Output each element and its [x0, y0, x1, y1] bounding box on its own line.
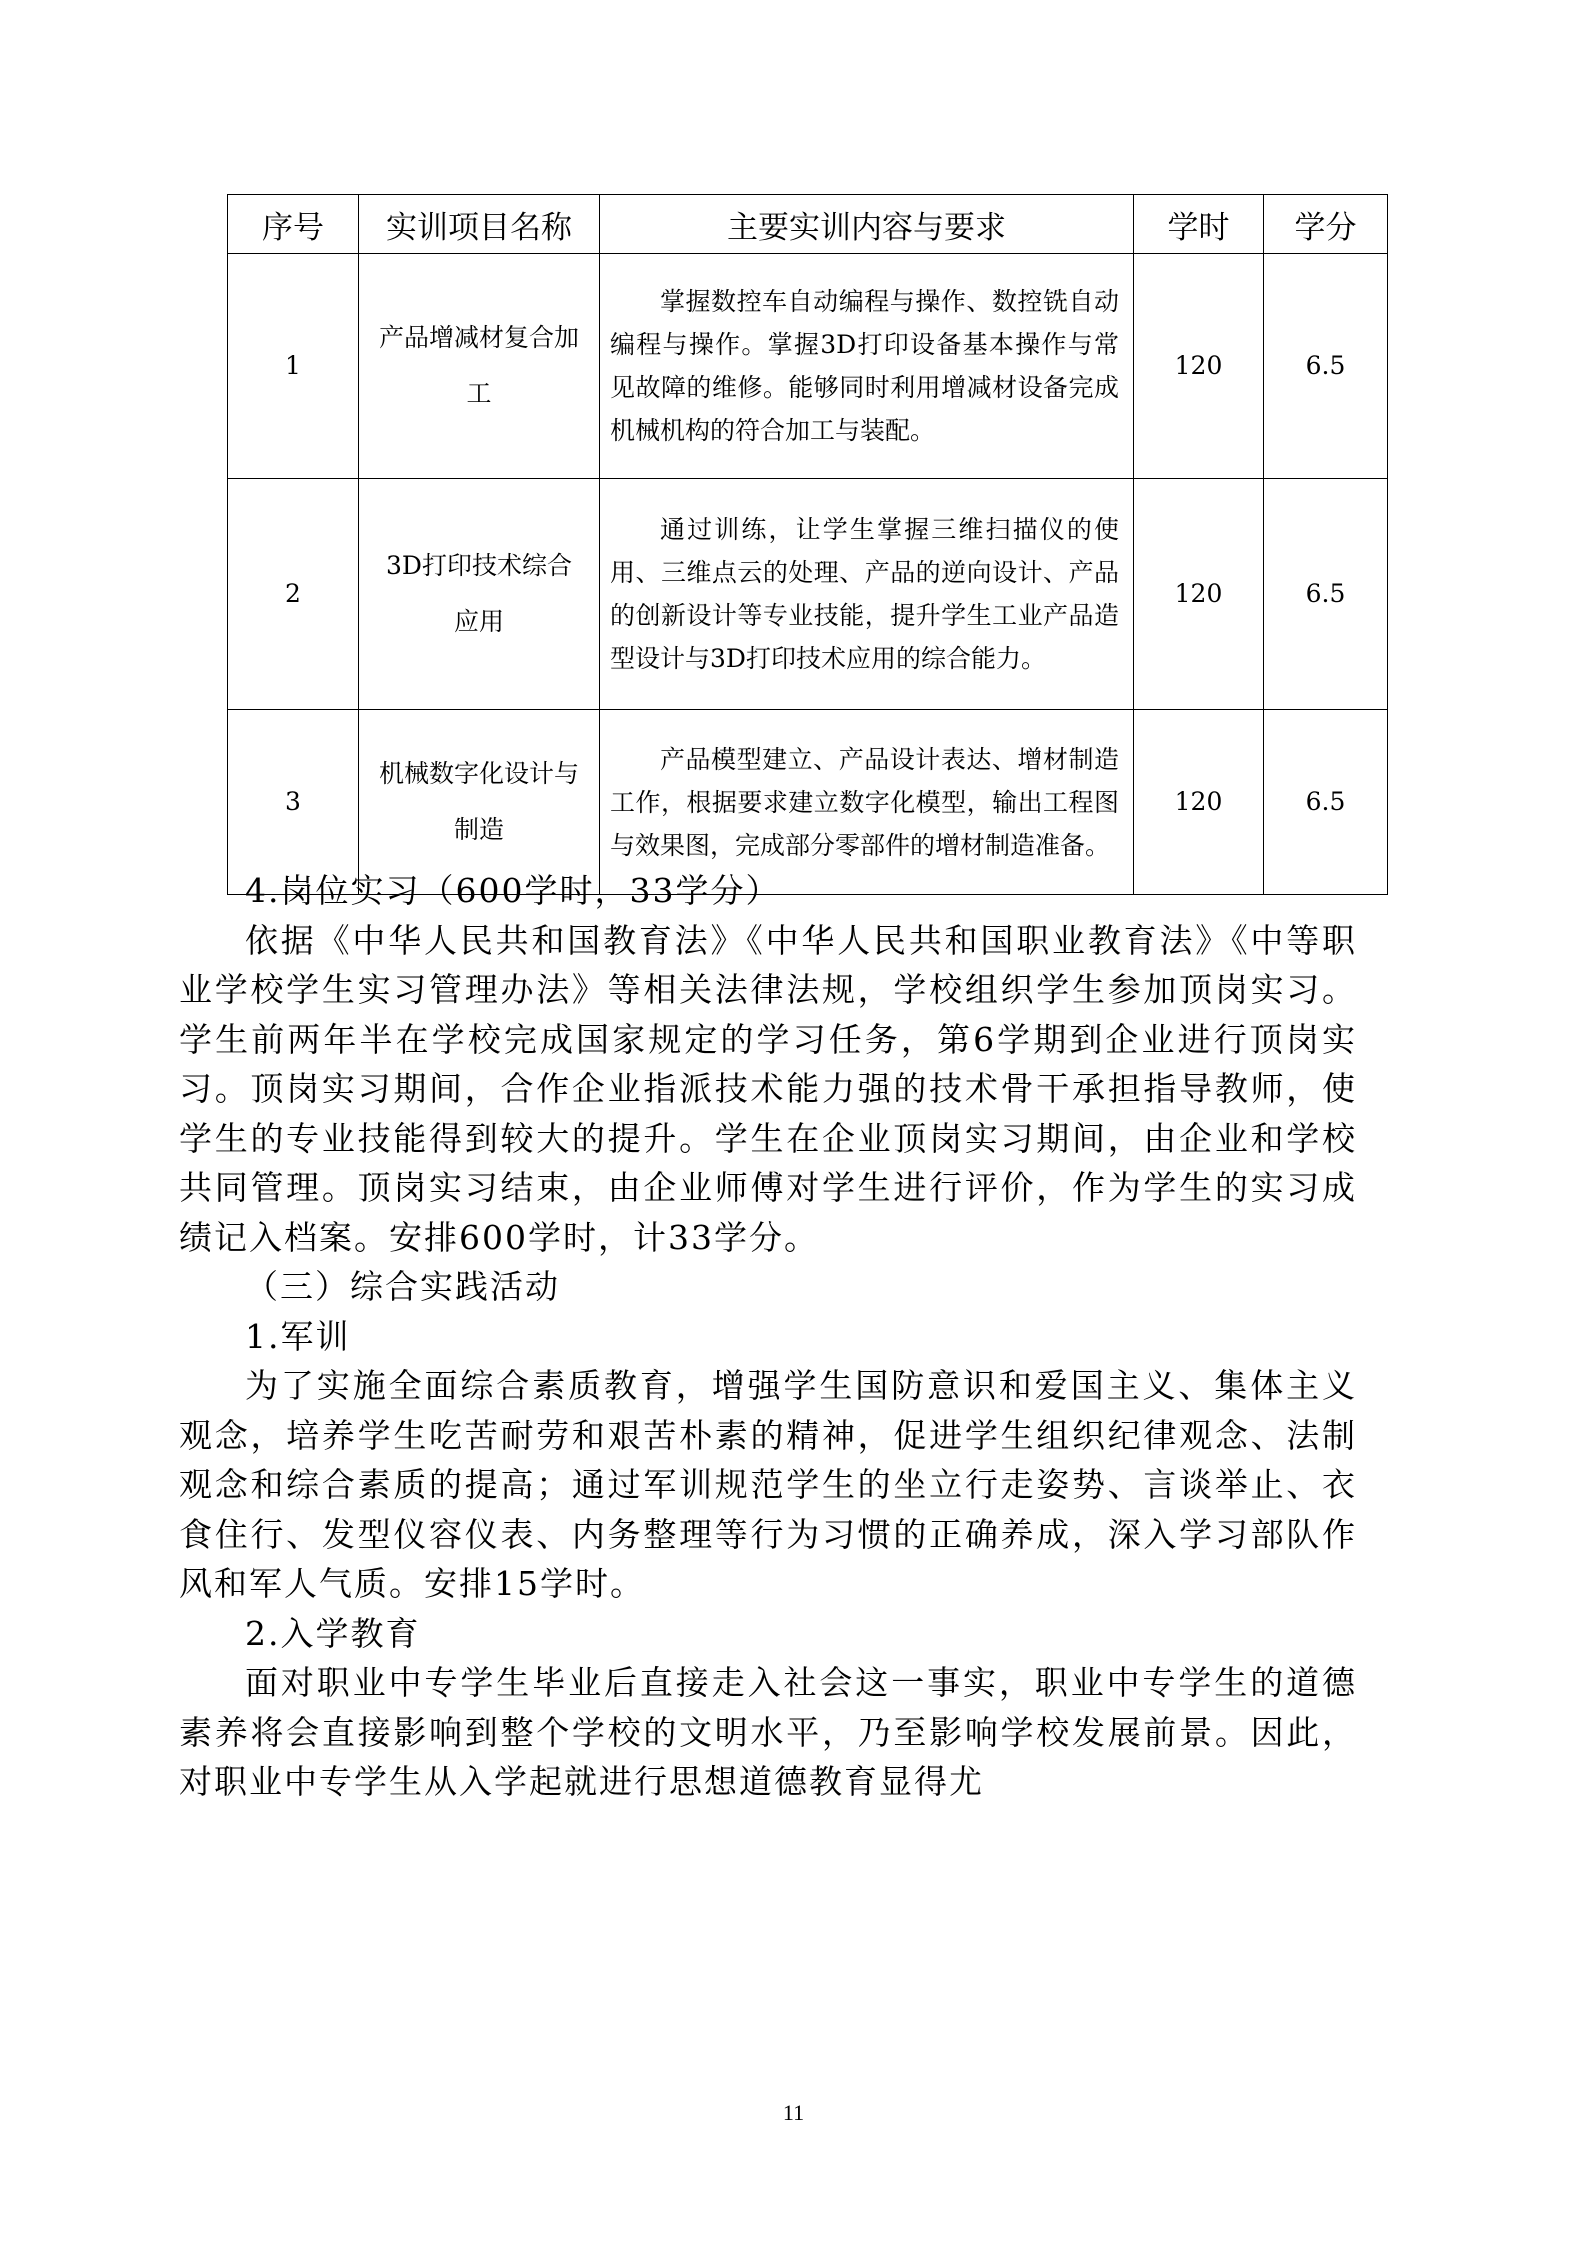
- page-number: 11: [782, 2100, 805, 2125]
- cell-project-name: 产品增减材复合加工: [359, 254, 600, 479]
- cell-requirements: 通过训练，让学生掌握三维扫描仪的使用、三维点云的处理、产品的逆向设计、产品的创新设计等专业技能，提升学生工业产品造型设计与3D打印技术应用的综合能力。: [600, 479, 1134, 710]
- military-heading: 1.军训: [245, 1316, 351, 1356]
- cell-project-name: 3D打印技术综合应用: [359, 479, 600, 710]
- cell-project-name: 机械数字化设计与制造: [359, 710, 600, 895]
- header-credits: 学分: [1264, 195, 1388, 254]
- header-requirements: 主要实训内容与要求: [600, 195, 1134, 254]
- cell-credits: 6.5: [1264, 710, 1388, 895]
- enrollment-heading: 2.入学教育: [245, 1613, 421, 1653]
- header-project-name: 实训项目名称: [359, 195, 600, 254]
- header-no: 序号: [228, 195, 359, 254]
- cell-no: 1: [228, 254, 359, 479]
- enrollment-paragraph: 面对职业中专学生毕业后直接走入社会这一事实，职业中专学生的道德素养将会直接影响到整个学校的文明水平，乃至影响学校发展前景。因此，对职业中专学生从入学起就进行思想道德教育显得尤: [179, 1663, 1357, 1801]
- cell-no: 2: [228, 479, 359, 710]
- training-projects-table: [227, 194, 1388, 895]
- cell-no: 3: [228, 710, 359, 895]
- table-row: [228, 479, 1388, 710]
- cell-credits: 6.5: [1264, 254, 1388, 479]
- table-header-row: [228, 195, 1388, 254]
- internship-paragraph: 依据《中华人民共和国教育法》《中华人民共和国职业教育法》《中等职业学校学生实习管理办法》等相关法律法规，学校组织学生参加顶岗实习。学生前两年半在学校完成国家规定的学习任务，第6学期到企业进行顶岗实习。顶岗实习期间，合作企业指派技术能力强的技术骨干承担指导教师，使学生的专业技能得到较大的提升。学生在企业顶岗实习期间，由企业和学校共同管理。顶岗实习结束，由企业师傅对学生进行评价，作为学生的实习成绩记入档案。安排600学时，计33学分。: [179, 920, 1357, 1257]
- table-row: [228, 254, 1388, 479]
- body-text: [179, 866, 1357, 1807]
- cell-hours: 120: [1134, 479, 1264, 710]
- military-paragraph: 为了实施全面综合素质教育，增强学生国防意识和爱国主义、集体主义观念，培养学生吃苦耐劳和艰苦朴素的精神，促进学生组织纪律观念、法制观念和综合素质的提高；通过军训规范学生的坐立行走姿势、言谈举止、衣食住行、发型仪容仪表、内务整理等行为习惯的正确养成，深入学习部队作风和军人气质。安排15学时。: [179, 1366, 1357, 1603]
- practice-heading: （三）综合实践活动: [245, 1267, 560, 1306]
- cell-credits: 6.5: [1264, 479, 1388, 710]
- cell-requirements: 产品模型建立、产品设计表达、增材制造工作，根据要求建立数字化模型，输出工程图与效果图，完成部分零部件的增材制造准备。: [600, 710, 1134, 895]
- cell-requirements: 掌握数控车自动编程与操作、数控铣自动编程与操作。掌握3D打印设备基本操作与常见故障的维修。能够同时利用增减材设备完成机械机构的符合加工与装配。: [600, 254, 1134, 479]
- header-hours: 学时: [1134, 195, 1264, 254]
- internship-heading: 4.岗位实习（600学时，33学分）: [245, 871, 781, 910]
- cell-hours: 120: [1134, 710, 1264, 895]
- cell-hours: 120: [1134, 254, 1264, 479]
